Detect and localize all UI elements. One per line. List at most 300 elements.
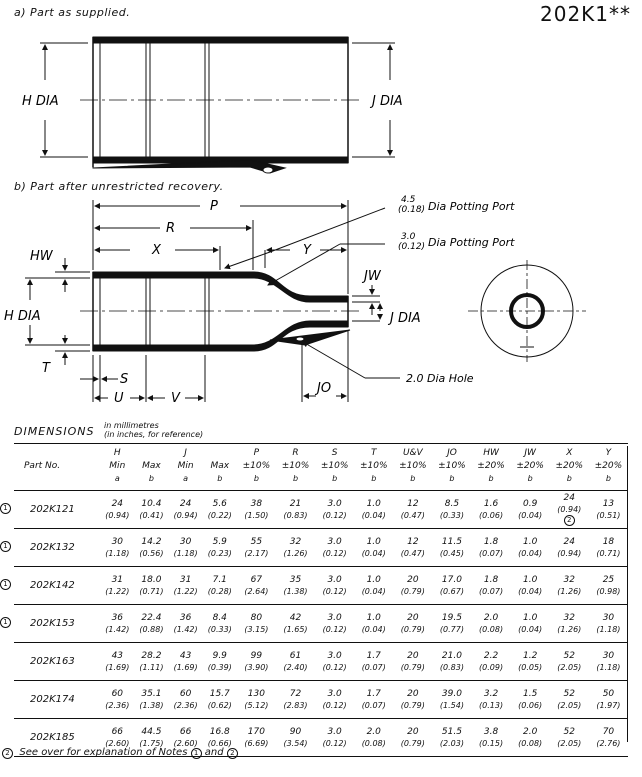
metric-value: 1.2 bbox=[523, 650, 538, 661]
metric-value: 2.0 bbox=[483, 612, 499, 623]
value-cell bbox=[511, 719, 550, 757]
header-row-1 bbox=[14, 446, 628, 460]
value-cell bbox=[134, 529, 168, 567]
value-cell bbox=[354, 605, 393, 643]
inch-value: (0.66) bbox=[207, 738, 232, 748]
footer-note-marker: 2 bbox=[2, 748, 13, 759]
metric-value: 66 bbox=[111, 726, 124, 737]
header-row-3-cell: b bbox=[276, 472, 315, 491]
header-row-1-cell: T bbox=[370, 448, 377, 458]
inch-value: (0.67) bbox=[439, 586, 464, 596]
value-cell bbox=[432, 719, 471, 757]
table-row bbox=[14, 567, 628, 605]
metric-value: 1.0 bbox=[523, 536, 538, 547]
value-cell bbox=[354, 491, 393, 529]
y-label: Y bbox=[303, 243, 311, 258]
value-cell bbox=[315, 567, 354, 605]
metric-value: 44.5 bbox=[141, 726, 162, 737]
value-cell bbox=[589, 719, 628, 757]
port2-size: 3.0 bbox=[401, 232, 416, 242]
footer-note-ref-2: 2 bbox=[227, 748, 238, 759]
p-label: P bbox=[210, 199, 218, 214]
metric-value: 10.4 bbox=[141, 498, 162, 509]
metric-value: 39.0 bbox=[441, 688, 462, 699]
dimensions-table bbox=[3, 446, 628, 757]
header-row-2-cell: ±10% bbox=[359, 461, 388, 471]
metric-value: 1.7 bbox=[366, 688, 381, 699]
value-cell bbox=[237, 529, 276, 567]
value-cell bbox=[100, 643, 134, 681]
metric-value: 8.4 bbox=[212, 612, 227, 623]
h-dia-label-a: H DIA bbox=[22, 94, 59, 109]
dimensions-units bbox=[104, 421, 203, 439]
value-cell bbox=[511, 681, 550, 719]
inch-value: (1.69) bbox=[173, 662, 198, 672]
header-row-3-cell: b bbox=[315, 472, 354, 491]
value-cell bbox=[276, 719, 315, 757]
header-row-1-cell: JO bbox=[447, 448, 457, 458]
x-note-marker: 2 bbox=[564, 515, 575, 526]
inch-value: (0.12) bbox=[322, 548, 347, 558]
metric-value: 21.0 bbox=[441, 650, 462, 661]
metric-value: 12 bbox=[407, 536, 419, 547]
footer-and: and bbox=[204, 747, 224, 758]
metric-value: 21 bbox=[289, 498, 302, 509]
value-cell bbox=[100, 605, 134, 643]
inch-value: (0.08) bbox=[479, 624, 504, 634]
metric-value: 3.0 bbox=[327, 726, 342, 737]
metric-value: 72 bbox=[289, 688, 302, 699]
inch-value: (0.45) bbox=[439, 548, 464, 558]
r-label: R bbox=[166, 221, 176, 236]
inch-value: (0.83) bbox=[283, 510, 308, 520]
header-row-2-cell: ±10% bbox=[281, 461, 310, 471]
value-cell bbox=[432, 681, 471, 719]
inch-value: (0.39) bbox=[207, 662, 232, 672]
inch-value: (2.05) bbox=[557, 662, 582, 672]
header-row-3-cell: b bbox=[237, 472, 276, 491]
header-row-3-cell: a bbox=[169, 472, 203, 491]
header-row-2-cell: ±10% bbox=[242, 461, 271, 471]
footer-text: See over for explanation of Notes bbox=[19, 747, 188, 758]
inch-value: (0.09) bbox=[479, 662, 504, 672]
inch-value: (0.07) bbox=[361, 700, 386, 710]
header-row-3-cell: b bbox=[432, 472, 471, 491]
metric-value: 2.0 bbox=[366, 726, 381, 737]
inch-value: (1.75) bbox=[139, 738, 164, 748]
value-cell bbox=[276, 643, 315, 681]
table-row bbox=[14, 491, 628, 529]
footer-note bbox=[2, 747, 238, 759]
note-marker: 1 bbox=[0, 617, 11, 628]
inch-value: (1.38) bbox=[139, 700, 164, 710]
metric-value: 66 bbox=[179, 726, 192, 737]
value-cell bbox=[589, 643, 628, 681]
j-dia-label-b: J DIA bbox=[390, 311, 421, 326]
inch-value: (0.47) bbox=[400, 548, 425, 558]
metric-value: 67 bbox=[250, 574, 263, 585]
drawing-as-supplied bbox=[40, 37, 395, 173]
part-number: 202K153 bbox=[30, 618, 75, 629]
metric-value: 20 bbox=[407, 574, 419, 585]
port1-size: 4.5 bbox=[401, 195, 416, 205]
metric-value: 22.4 bbox=[141, 612, 162, 623]
footer-note-ref-1: 1 bbox=[191, 748, 202, 759]
header-row-2-cell: ±10% bbox=[320, 461, 349, 471]
inch-value: (0.94) bbox=[105, 510, 130, 520]
inch-value: (0.79) bbox=[400, 624, 425, 634]
header-row-2-cell: Max bbox=[210, 461, 230, 471]
value-cell bbox=[432, 567, 471, 605]
inch-value: (1.38) bbox=[283, 586, 308, 596]
header-row-1-cell: H bbox=[113, 448, 121, 458]
value-cell bbox=[237, 681, 276, 719]
value-cell bbox=[511, 643, 550, 681]
metric-value: 60 bbox=[111, 688, 124, 699]
value-cell bbox=[511, 529, 550, 567]
inch-value: (0.08) bbox=[518, 738, 543, 748]
value-cell bbox=[472, 681, 511, 719]
metric-value: 7.1 bbox=[212, 574, 227, 585]
inch-value: (1.26) bbox=[283, 548, 308, 558]
value-cell bbox=[237, 567, 276, 605]
metric-value: 60 bbox=[179, 688, 192, 699]
u-label: U bbox=[114, 391, 124, 406]
header-row-2-cell: Part No. bbox=[24, 461, 61, 471]
table-row bbox=[14, 681, 628, 719]
value-cell bbox=[393, 681, 432, 719]
value-cell bbox=[472, 491, 511, 529]
table-row bbox=[14, 643, 628, 681]
part-number: 202K174 bbox=[30, 694, 75, 705]
table-body bbox=[3, 491, 628, 757]
value-cell bbox=[203, 529, 237, 567]
metric-value: 3.0 bbox=[327, 498, 342, 509]
inch-value: (2.36) bbox=[173, 700, 198, 710]
inch-value: (0.33) bbox=[439, 510, 464, 520]
header-row-1-cell: U&V bbox=[402, 448, 423, 458]
part-number: 202K132 bbox=[30, 542, 75, 553]
value-cell bbox=[100, 529, 134, 567]
header-row-1-cell: X bbox=[566, 448, 573, 458]
inch-value: (1.42) bbox=[173, 624, 198, 634]
value-cell bbox=[276, 567, 315, 605]
inch-value: (0.94) bbox=[557, 505, 582, 514]
value-cell bbox=[276, 681, 315, 719]
metric-value: 36 bbox=[179, 612, 192, 623]
port1-inch: (0.18) bbox=[398, 205, 426, 215]
value-cell bbox=[354, 681, 393, 719]
metric-value: 19.5 bbox=[441, 612, 462, 623]
inch-value: (2.60) bbox=[173, 738, 198, 748]
header-row-3 bbox=[14, 472, 628, 491]
header-row-2-cell: Max bbox=[142, 461, 161, 471]
metric-value: 51.5 bbox=[441, 726, 462, 737]
metric-value: 1.5 bbox=[523, 688, 538, 699]
part-number: 202K121 bbox=[30, 504, 75, 515]
value-cell bbox=[550, 719, 589, 757]
value-cell bbox=[237, 605, 276, 643]
metric-value: 35 bbox=[289, 574, 302, 585]
header-row-1-cell: R bbox=[292, 448, 299, 458]
inch-value: (0.12) bbox=[322, 586, 347, 596]
inch-value: (0.04) bbox=[518, 586, 543, 596]
value-cell bbox=[472, 719, 511, 757]
value-cell bbox=[100, 567, 134, 605]
value-cell bbox=[276, 529, 315, 567]
inch-value: (0.98) bbox=[596, 586, 621, 596]
inch-value: (0.04) bbox=[361, 548, 386, 558]
value-cell bbox=[472, 605, 511, 643]
header-row-2-cell: ±10% bbox=[399, 461, 427, 471]
header-row-1-cell bbox=[14, 446, 100, 460]
metric-value: 52 bbox=[563, 688, 575, 699]
inch-value: (2.60) bbox=[105, 738, 130, 748]
metric-value: 28.2 bbox=[141, 650, 162, 661]
value-cell bbox=[203, 567, 237, 605]
value-cell bbox=[169, 529, 203, 567]
inch-value: (0.07) bbox=[361, 662, 386, 672]
inch-value: (2.05) bbox=[557, 738, 582, 748]
inch-value: (0.83) bbox=[439, 662, 464, 672]
metric-value: 18.0 bbox=[141, 574, 162, 585]
metric-value: 20 bbox=[407, 612, 419, 623]
inch-value: (1.18) bbox=[173, 548, 198, 558]
value-cell bbox=[432, 605, 471, 643]
value-cell bbox=[237, 719, 276, 757]
inch-value: (2.03) bbox=[439, 738, 464, 748]
value-cell bbox=[393, 491, 432, 529]
metric-value: 24 bbox=[563, 536, 575, 547]
inch-value: (5.12) bbox=[244, 700, 269, 710]
metric-value: 32 bbox=[563, 574, 575, 585]
dimensions-title: DIMENSIONS bbox=[14, 425, 95, 438]
metric-value: 0.9 bbox=[523, 498, 538, 509]
metric-value: 3.0 bbox=[327, 688, 342, 699]
metric-value: 170 bbox=[247, 726, 265, 737]
metric-value: 31 bbox=[179, 574, 192, 585]
value-cell bbox=[134, 681, 168, 719]
inch-value: (0.15) bbox=[479, 738, 504, 748]
value-cell bbox=[315, 719, 354, 757]
value-cell bbox=[169, 567, 203, 605]
metric-value: 9.9 bbox=[212, 650, 227, 661]
value-cell bbox=[511, 491, 550, 529]
metric-value: 70 bbox=[602, 726, 615, 737]
inch-value: (0.08) bbox=[361, 738, 386, 748]
inch-value: (0.07) bbox=[479, 586, 504, 596]
value-cell bbox=[203, 681, 237, 719]
value-cell bbox=[100, 491, 134, 529]
part-number-cell bbox=[3, 491, 100, 529]
inch-value: (1.26) bbox=[557, 624, 582, 634]
value-cell bbox=[589, 567, 628, 605]
header-row-2-cell: ±20% bbox=[555, 461, 584, 471]
part-series-title: 202K1** bbox=[540, 2, 632, 26]
value-cell bbox=[550, 681, 589, 719]
note-marker: 1 bbox=[0, 541, 11, 552]
metric-value: 43 bbox=[111, 650, 124, 661]
metric-value: 50 bbox=[602, 688, 615, 699]
metric-value: 38 bbox=[250, 498, 263, 509]
port2-label: Dia Potting Port bbox=[428, 236, 515, 249]
metric-value: 18 bbox=[602, 536, 615, 547]
inch-value: (0.47) bbox=[400, 510, 425, 520]
value-cell bbox=[169, 681, 203, 719]
value-cell bbox=[472, 567, 511, 605]
metric-value: 35.1 bbox=[141, 688, 162, 699]
metric-value: 1.0 bbox=[366, 612, 381, 623]
value-cell bbox=[315, 605, 354, 643]
inch-value: (2.40) bbox=[283, 662, 308, 672]
inch-value: (3.15) bbox=[244, 624, 269, 634]
value-cell bbox=[393, 643, 432, 681]
metric-value: 15.7 bbox=[209, 688, 230, 699]
inch-value: (0.05) bbox=[518, 662, 543, 672]
inch-value: (0.12) bbox=[322, 510, 347, 520]
value-cell bbox=[432, 529, 471, 567]
caption-after-recovery: b) Part after unrestricted recovery. bbox=[14, 180, 224, 193]
header-row-3-cell: b bbox=[511, 472, 550, 491]
inch-value: (1.18) bbox=[596, 662, 621, 672]
metric-value: 32 bbox=[289, 536, 302, 547]
header-row-3-cell: b bbox=[472, 472, 511, 491]
inch-value: (0.33) bbox=[207, 624, 232, 634]
value-cell bbox=[134, 491, 168, 529]
header-row-1-cell: HW bbox=[483, 448, 499, 458]
inch-value: (1.18) bbox=[105, 548, 130, 558]
inch-value: (0.77) bbox=[439, 624, 464, 634]
inch-value: (1.22) bbox=[105, 586, 130, 596]
inch-value: (2.64) bbox=[244, 586, 269, 596]
inch-value: (2.83) bbox=[283, 700, 308, 710]
table-top-rule bbox=[14, 443, 628, 444]
metric-value: 16.8 bbox=[209, 726, 230, 737]
value-cell bbox=[134, 605, 168, 643]
value-cell bbox=[472, 529, 511, 567]
inch-value: (0.12) bbox=[322, 624, 347, 634]
metric-value: 5.6 bbox=[212, 498, 227, 509]
metric-value: 1.0 bbox=[366, 536, 381, 547]
value-cell bbox=[393, 567, 432, 605]
inch-value: (0.07) bbox=[479, 548, 504, 558]
value-cell bbox=[276, 491, 315, 529]
value-cell bbox=[354, 529, 393, 567]
value-cell bbox=[550, 491, 589, 529]
metric-value: 25 bbox=[602, 574, 615, 585]
header-row-2-cell: ±20% bbox=[516, 461, 544, 471]
metric-value: 3.0 bbox=[327, 574, 342, 585]
value-cell bbox=[550, 529, 589, 567]
metric-value: 17.0 bbox=[441, 574, 462, 585]
metric-value: 1.0 bbox=[523, 612, 538, 623]
value-cell bbox=[589, 491, 628, 529]
header-row-1-cell bbox=[134, 446, 168, 460]
value-cell bbox=[589, 605, 628, 643]
header-row-2-cell: ±10% bbox=[438, 461, 466, 471]
j-dia-label-a: J DIA bbox=[372, 94, 403, 109]
metric-value: 1.6 bbox=[483, 498, 499, 509]
metric-value: 30 bbox=[179, 536, 192, 547]
metric-value: 2.2 bbox=[483, 650, 499, 661]
header-row-2-cell: ±20% bbox=[594, 461, 623, 471]
value-cell bbox=[169, 643, 203, 681]
s-label: S bbox=[120, 372, 129, 387]
metric-value: 24 bbox=[111, 498, 124, 509]
metric-value: 8.5 bbox=[444, 498, 460, 509]
inch-value: (0.12) bbox=[322, 738, 347, 748]
inch-value: (0.12) bbox=[322, 662, 347, 672]
value-cell bbox=[100, 681, 134, 719]
header-row-2 bbox=[14, 460, 628, 472]
inch-value: (0.28) bbox=[207, 586, 232, 596]
inch-value: (2.36) bbox=[105, 700, 130, 710]
value-cell bbox=[203, 491, 237, 529]
value-cell bbox=[511, 567, 550, 605]
inch-value: (1.50) bbox=[244, 510, 269, 520]
inch-value: (1.97) bbox=[596, 700, 621, 710]
header-row-3-cell: b bbox=[134, 472, 168, 491]
value-cell bbox=[354, 567, 393, 605]
value-cell bbox=[354, 643, 393, 681]
header-row-3-cell: b bbox=[550, 472, 589, 491]
part-number: 202K185 bbox=[30, 732, 75, 743]
metric-value: 1.8 bbox=[483, 574, 499, 585]
sleeve-top-wall bbox=[93, 37, 348, 43]
hw-label: HW bbox=[30, 249, 53, 264]
part-number-cell bbox=[3, 567, 100, 605]
inch-value: (0.04) bbox=[361, 586, 386, 596]
metric-value: 30 bbox=[602, 650, 615, 661]
value-cell bbox=[472, 643, 511, 681]
port2-inch: (0.12) bbox=[398, 242, 426, 252]
value-cell bbox=[203, 605, 237, 643]
hole-label: 2.0 Dia Hole bbox=[406, 372, 474, 385]
table-row bbox=[14, 605, 628, 643]
value-cell bbox=[432, 491, 471, 529]
metric-value: 31 bbox=[111, 574, 124, 585]
value-cell bbox=[134, 643, 168, 681]
value-cell bbox=[550, 605, 589, 643]
metric-value: 13 bbox=[602, 498, 615, 509]
part-number: 202K142 bbox=[30, 580, 75, 591]
inch-value: (0.79) bbox=[400, 700, 425, 710]
metric-value: 43 bbox=[179, 650, 192, 661]
table-row bbox=[14, 529, 628, 567]
inch-value: (0.94) bbox=[557, 548, 582, 558]
inch-value: (2.17) bbox=[244, 548, 269, 558]
part-number-cell bbox=[14, 681, 100, 719]
v-label: V bbox=[171, 391, 180, 406]
value-cell bbox=[169, 605, 203, 643]
value-cell bbox=[237, 643, 276, 681]
metric-value: 12 bbox=[407, 498, 419, 509]
value-cell bbox=[169, 491, 203, 529]
header-row-3-cell: b bbox=[354, 472, 393, 491]
header-row-1-cell: J bbox=[184, 448, 187, 458]
inch-value: (0.41) bbox=[139, 510, 164, 520]
inch-value: (2.76) bbox=[596, 738, 621, 748]
inch-value: (0.71) bbox=[596, 548, 621, 558]
header-row-2-cell: Min bbox=[177, 461, 194, 471]
metric-value: 42 bbox=[289, 612, 302, 623]
value-cell bbox=[550, 643, 589, 681]
inch-value: (0.04) bbox=[361, 510, 386, 520]
part-number: 202K163 bbox=[30, 656, 75, 667]
part-number-cell bbox=[14, 643, 100, 681]
inch-value: (1.22) bbox=[173, 586, 198, 596]
part-number-cell bbox=[3, 605, 100, 643]
